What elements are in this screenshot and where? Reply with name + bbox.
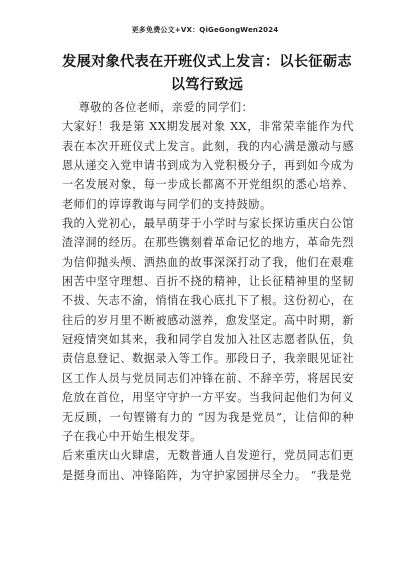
body-paragraph-1: 大家好！我是第 XX期发展对象 XX，非常荣幸能作为代表在本次开班仪式上发言。此刻，我的内心满是激动与感恩从递交入党申请书到成为入党积极分子，再到如今成为一名发展对象，每一步成长都离不开党组织的悉心培养、老师们的谆谆教诲与同学们的支持鼓励。 <box>62 120 354 211</box>
document-title: 发展对象代表在开班仪式上发言：以长征砺志 以笃行致远 <box>62 54 352 93</box>
header-note: 更多免费公文+VX：QiGeGongWen2024 <box>131 26 279 34</box>
document-body <box>62 98 354 485</box>
body-paragraph-2: 我的入党初心，最早萌芽于小学时与家长探访重庆白公馆渣滓洞的经历。在那些镌刻着革命记忆的地方，革命先烈为信仰抛头颅、洒热血的故事深深打动了我，他们在艰难困苦中坚守理想、百折不挠的精神，让长征精神里的坚韧不拔、矢志不渝，悄悄在我心底扎下了根。这份初心，在往后的岁月里不断被感动滋养，愈发坚定。高中时期，新冠疫情突如其来，我和同学自发加入社区志愿者队伍，负责信息登记、数据录入等工作。那段日子，我亲眼见证社区工作人员与党员同志们冲锋在前、不辞辛劳，将居民安危放在首位，用坚守守护一方平安。当我问起他们为何义无反顾，一句铿锵有力的 “因为我是党员”，让信仰的种子在我心中开始生根发芽。 <box>62 217 354 443</box>
salutation: 尊敬的各位老师，亲爱的同学们： <box>78 101 254 114</box>
body-paragraph-3: 后来重庆山火肆虐，无数普通人自发逆行，党员同志们更是挺身而出、冲锋陷阵，为守护家园拼尽全力。 “我是党 <box>62 449 354 482</box>
